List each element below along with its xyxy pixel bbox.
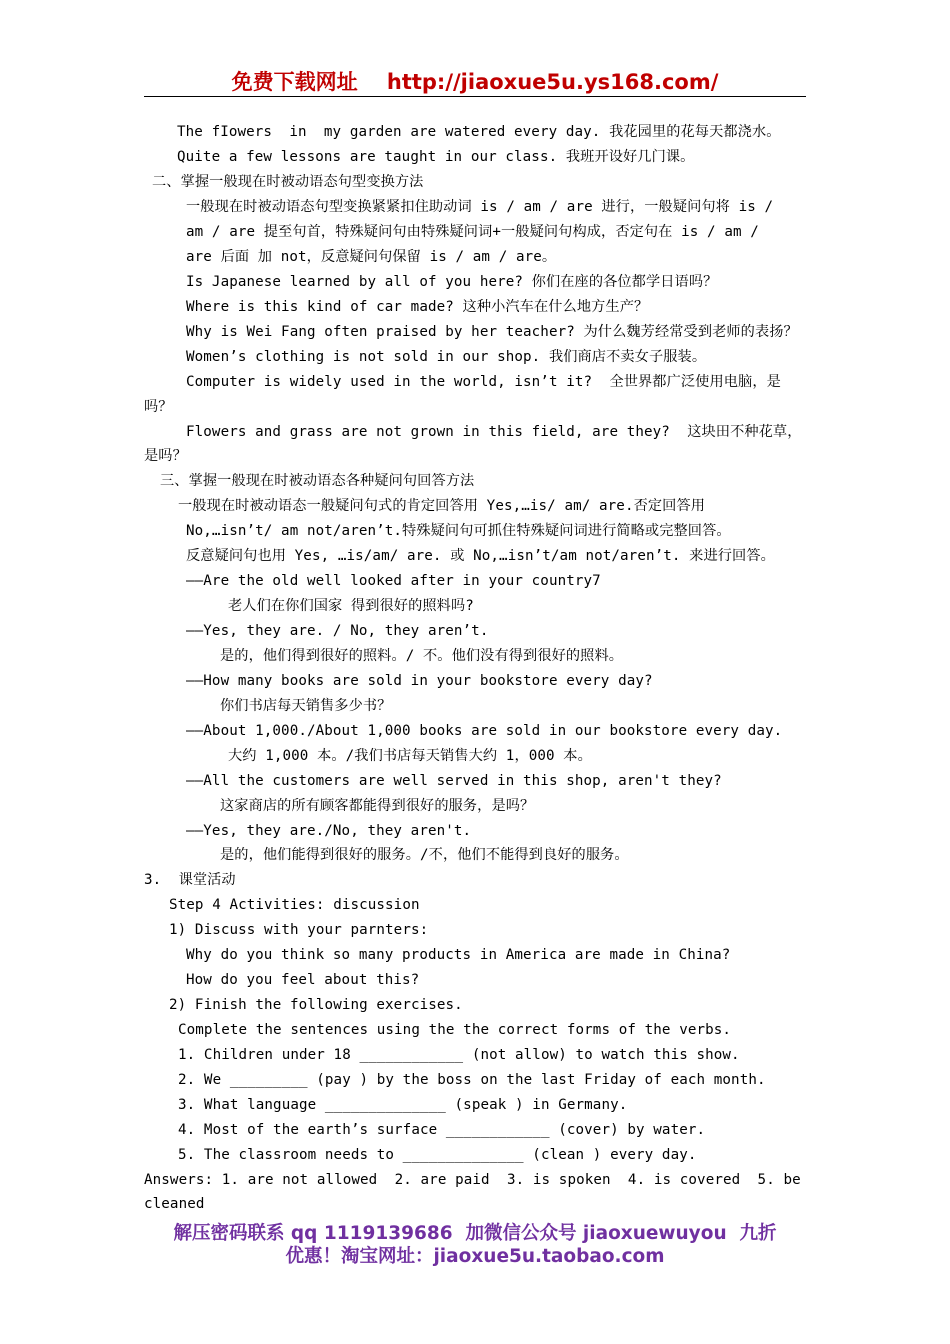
body-line: No,…isn’t/ am not/aren’t.特殊疑问句可抓住特殊疑问词进行简略或完整回答。: [186, 523, 731, 539]
body-line: 反意疑问句也用 Yes, …is/am/ are. 或 No,…isn’t/am not/aren’t. 来进行回答。: [186, 548, 775, 564]
header: [0, 66, 950, 96]
body-line: How do you feel about this?: [186, 972, 420, 988]
body-line: are 后面 加 not，反意疑问句保留 is / am / are。: [186, 249, 557, 265]
dialog-line: ——About 1,000./About 1,000 books are sold in our bookstore every day.: [186, 723, 783, 739]
dialog-line: ——Are the old well looked after in your country7: [186, 573, 601, 589]
header-rule: [144, 96, 806, 97]
header-url[interactable]: http://jiaoxue5u.ys168.com/: [386, 70, 719, 94]
exercise-item: 4. Most of the earth’s surface ____________ (cover) by water.: [178, 1122, 706, 1138]
section-heading: 三、掌握一般现在时被动语态各种疑问句回答方法: [160, 473, 475, 489]
body-line: Women’s clothing is not sold in our shop. 我们商店不卖女子服装。: [186, 349, 707, 365]
header-label: 免费下载网址: [231, 70, 358, 94]
body-line: The fIowers in my garden are watered every day. 我花园里的花每天都浇水。: [177, 124, 781, 140]
body-line: Complete the sentences using the the correct forms of the verbs.: [178, 1022, 732, 1038]
body-line: 吗？: [144, 399, 173, 415]
translation-line: 是的，他们得到很好的照料。/ 不。他们没有得到很好的照料。: [220, 648, 624, 664]
answers-line: cleaned: [144, 1196, 205, 1212]
translation-line: 你们书店每天销售多少书？: [220, 698, 392, 714]
body-line: Computer is widely used in the world, isn’t it? 全世界都广泛使用电脑，是: [186, 374, 781, 390]
translation-line: 老人们在你们国家 得到很好的照料吗?: [228, 598, 474, 614]
footer-line-1: 解压密码联系 qq 1119139686 加微信公众号 jiaoxuewuyou 九折: [173, 1223, 777, 1244]
section-heading: 二、掌握一般现在时被动语态句型变换方法: [152, 174, 424, 190]
dialog-line: ——Yes, they are./No, they aren't.: [186, 823, 472, 839]
footer-line-2: 优惠！淘宝网址：jiaoxue5u.taobao.com: [285, 1246, 665, 1267]
body-line: 一般现在时被动语态句型变换紧紧扣住助动词 is / am / are 进行，一般疑问句将 is /: [186, 199, 774, 215]
body-line: Is Japanese learned by all of you here? 你们在座的各位都学日语吗？: [186, 274, 718, 290]
body-line: Step 4 Activities: discussion: [169, 897, 420, 913]
translation-line: 大约 1,000 本。/我们书店每天销售大约 1，000 本。: [228, 748, 592, 764]
body-line: Where is this kind of car made? 这种小汽车在什么地方生产？: [186, 299, 649, 315]
section-heading: 3. 课堂活动: [144, 872, 236, 888]
translation-line: 这家商店的所有顾客都能得到很好的服务，是吗？: [220, 798, 535, 814]
dialog-line: ——Yes, they are. / No, they aren’t.: [186, 623, 489, 639]
exercise-item: 2. We _________ (pay ) by the boss on the last Friday of each month.: [178, 1072, 766, 1088]
body-line: 一般现在时被动语态一般疑问句式的肯定回答用 Yes,…is/ am/ are.否定回答用: [178, 498, 706, 514]
body-line: Why is Wei Fang often praised by her teacher? 为什么魏芳经常受到老师的表扬？: [186, 324, 798, 340]
body-line: 1) Discuss with your parnters:: [169, 922, 429, 938]
exercise-item: 3. What language ______________ (speak ) in Germany.: [178, 1097, 628, 1113]
dialog-line: ——All the customers are well served in this shop, aren't they?: [186, 773, 722, 789]
answers-line: Answers: 1. are not allowed 2. are paid 3. is spoken 4. is covered 5. be: [144, 1172, 801, 1188]
dialog-line: ——How many books are sold in your bookstore every day?: [186, 673, 653, 689]
body-line: Quite a few lessons are taught in our class. 我班开设好几门课。: [177, 149, 695, 165]
body-line: am / are 提至句首，特殊疑问句由特殊疑问词+一般疑问句构成，否定句在 is / am /: [186, 224, 759, 240]
body-line: 2) Finish the following exercises.: [169, 997, 463, 1013]
exercise-item: 5. The classroom needs to ______________ (clean ) every day.: [178, 1147, 697, 1163]
translation-line: 是的，他们能得到很好的服务。/不，他们不能得到良好的服务。: [220, 847, 629, 863]
exercise-item: 1. Children under 18 ____________ (not allow) to watch this show.: [178, 1047, 740, 1063]
body-line: Flowers and grass are not grown in this field, are they? 这块田不种花草，: [186, 424, 802, 440]
body-line: 是吗？: [144, 448, 187, 464]
body-line: Why do you think so many products in America are made in China?: [186, 947, 731, 963]
